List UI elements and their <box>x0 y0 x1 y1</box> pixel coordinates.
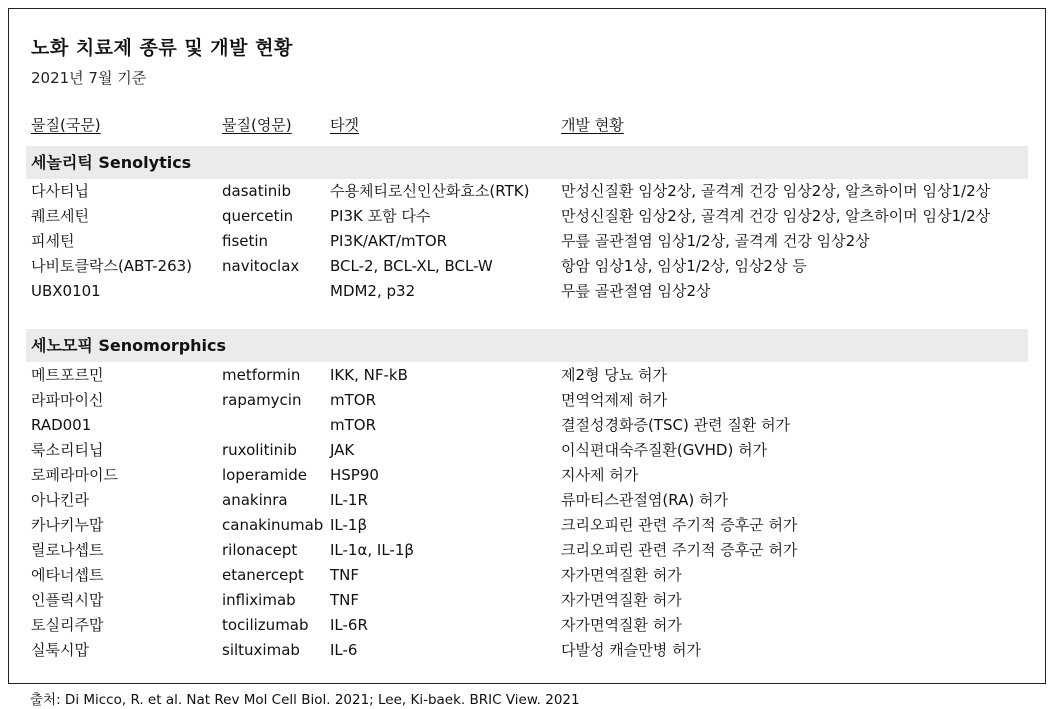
cell-substance-ko: UBX0101 <box>31 282 101 300</box>
cell-status: 항암 임상1상, 임상1/2상, 임상2상 등 <box>561 257 807 275</box>
cell-target: TNF <box>330 566 360 584</box>
cell-substance-ko: 토실리주맙 <box>31 616 104 634</box>
table-row <box>9 279 1045 304</box>
cell-target: IL-6R <box>330 616 368 634</box>
cell-target: mTOR <box>330 391 377 409</box>
cell-substance-en: canakinumab <box>222 516 324 534</box>
cell-target: mTOR <box>330 416 377 434</box>
cell-target: IL-1α, IL-1β <box>330 541 414 559</box>
cell-substance-en: etanercept <box>222 566 304 584</box>
table-row <box>9 463 1045 488</box>
table-row <box>9 638 1045 663</box>
source-citation: 출처: Di Micco, R. et al. Nat Rev Mol Cell Biol. 2021; Lee, Ki-baek. BRIC View. 2021 <box>30 692 580 708</box>
table-row <box>9 413 1045 438</box>
cell-substance-ko: 릴로나셉트 <box>31 541 104 559</box>
cell-substance-ko: 로페라마이드 <box>31 466 118 484</box>
header-target: 타겟 <box>330 116 359 134</box>
cell-target: IKK, NF-kB <box>330 366 408 384</box>
table-row <box>9 229 1045 254</box>
cell-substance-ko: 다사티닙 <box>31 182 89 200</box>
cell-substance-en: ruxolitinib <box>222 441 297 459</box>
table-row <box>9 613 1045 638</box>
cell-substance-en: tocilizumab <box>222 616 309 634</box>
cell-status: 만성신질환 임상2상, 골격계 건강 임상2상, 알츠하이머 임상1/2상 <box>561 182 991 200</box>
cell-substance-en: siltuximab <box>222 641 300 659</box>
table-row <box>9 513 1045 538</box>
cell-substance-ko: 인플릭시맙 <box>31 591 104 609</box>
cell-substance-en: loperamide <box>222 466 307 484</box>
cell-substance-en: rapamycin <box>222 391 302 409</box>
cell-status: 자가면역질환 허가 <box>561 566 682 584</box>
cell-substance-en: navitoclax <box>222 257 300 275</box>
date-subtitle: 2021년 7월 기준 <box>31 69 147 87</box>
cell-status: 다발성 캐슬만병 허가 <box>561 641 701 659</box>
cell-status: 지사제 허가 <box>561 466 639 484</box>
page-title: 노화 치료제 종류 및 개발 현황 <box>31 37 293 59</box>
table-row <box>9 204 1045 229</box>
cell-substance-ko: 카나키누맙 <box>31 516 104 534</box>
table-row <box>9 563 1045 588</box>
cell-substance-ko: 메트포르민 <box>31 366 104 384</box>
cell-substance-en: dasatinib <box>222 182 291 200</box>
cell-substance-ko: 나비토클락스(ABT-263) <box>31 257 193 275</box>
cell-status: 만성신질환 임상2상, 골격계 건강 임상2상, 알츠하이머 임상1/2상 <box>561 207 991 225</box>
cell-status: 이식편대숙주질환(GVHD) 허가 <box>561 441 768 459</box>
cell-substance-en: fisetin <box>222 232 269 250</box>
cell-substance-ko: 퀘르세틴 <box>31 207 89 225</box>
cell-status: 크리오피린 관련 주기적 증후군 허가 <box>561 541 798 559</box>
column-headers <box>9 114 1045 138</box>
table-row <box>9 588 1045 613</box>
cell-substance-ko: RAD001 <box>31 416 92 434</box>
table-row <box>9 488 1045 513</box>
cell-status: 제2형 당뇨 허가 <box>561 366 668 384</box>
cell-substance-ko: 피세틴 <box>31 232 75 250</box>
cell-target: IL-1β <box>330 516 368 534</box>
cell-target: IL-6 <box>330 641 358 659</box>
cell-substance-ko: 룩소리티닙 <box>31 441 104 459</box>
section-senomorphics: 세노모픽 Senomorphics <box>26 329 1028 362</box>
header-status: 개발 현황 <box>561 116 624 134</box>
cell-target: JAK <box>330 441 355 459</box>
table-row <box>9 388 1045 413</box>
cell-status: 자가면역질환 허가 <box>561 616 682 634</box>
table-row <box>9 254 1045 279</box>
cell-target: BCL-2, BCL-XL, BCL-W <box>330 257 493 275</box>
cell-substance-en: infliximab <box>222 591 296 609</box>
table-frame <box>8 8 1046 684</box>
cell-substance-ko: 에타너셉트 <box>31 566 104 584</box>
table-row <box>9 438 1045 463</box>
cell-substance-en: rilonacept <box>222 541 298 559</box>
cell-target: PI3K/AKT/mTOR <box>330 232 448 250</box>
cell-substance-en: anakinra <box>222 491 288 509</box>
header-substance-ko: 물질(국문) <box>31 116 101 134</box>
header-substance-en: 물질(영문) <box>222 116 292 134</box>
cell-substance-ko: 아나킨라 <box>31 491 89 509</box>
cell-target: 수용체티로신인산화효소(RTK) <box>330 182 530 200</box>
cell-status: 류마티스관절염(RA) 허가 <box>561 491 728 509</box>
cell-target: HSP90 <box>330 466 379 484</box>
cell-target: TNF <box>330 591 360 609</box>
cell-status: 크리오피린 관련 주기적 증후군 허가 <box>561 516 798 534</box>
cell-status: 결절성경화증(TSC) 관련 질환 허가 <box>561 416 791 434</box>
cell-substance-ko: 라파마이신 <box>31 391 104 409</box>
cell-substance-en: quercetin <box>222 207 294 225</box>
table-row <box>9 363 1045 388</box>
cell-target: PI3K 포함 다수 <box>330 207 431 225</box>
cell-target: MDM2, p32 <box>330 282 416 300</box>
cell-substance-en: metformin <box>222 366 301 384</box>
cell-status: 무릎 골관절염 임상1/2상, 골격계 건강 임상2상 <box>561 232 870 250</box>
cell-status: 면역억제제 허가 <box>561 391 668 409</box>
cell-status: 자가면역질환 허가 <box>561 591 682 609</box>
cell-target: IL-1R <box>330 491 368 509</box>
table-row <box>9 179 1045 204</box>
cell-substance-ko: 실툭시맙 <box>31 641 89 659</box>
table-row <box>9 538 1045 563</box>
section-senolytics: 세놀리틱 Senolytics <box>26 146 1028 179</box>
cell-status: 무릎 골관절염 임상2상 <box>561 282 711 300</box>
